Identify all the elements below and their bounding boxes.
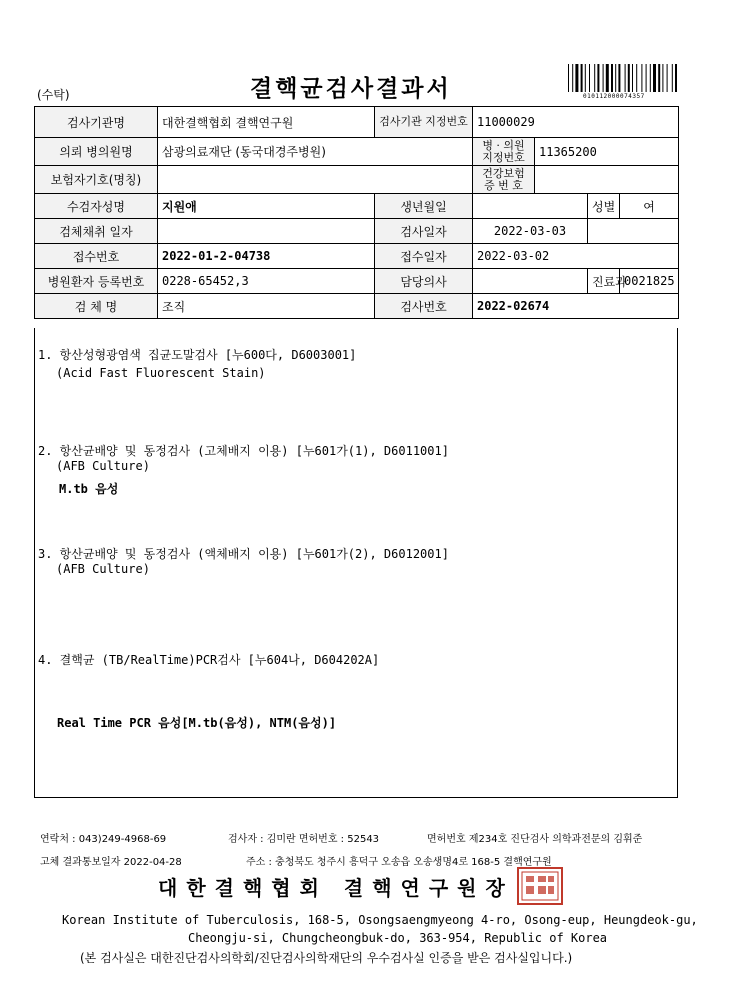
institute-director-name: 대한결핵협회 결핵연구원장 (158, 876, 514, 900)
barcode-bar (581, 64, 583, 92)
test-date-value: 2022-03-03 (473, 219, 588, 244)
clinic-id-label: 병 · 의원 지정번호 (473, 138, 535, 166)
requester-label: 의뢰 병의원명 (35, 138, 158, 166)
lab-label: 검사기관명 (35, 107, 158, 138)
official-seal-icon (516, 866, 564, 906)
barcode-bar (675, 64, 677, 92)
barcode-bar (641, 64, 642, 92)
table-row (35, 138, 679, 166)
table-row (35, 166, 679, 194)
institute-address: 주소 : 충청북도 청주시 흥덕구 오송읍 오송생명4로 168-5 결핵연구원 (246, 857, 552, 868)
hospital-reg-label: 병원환자 등록번호 (35, 269, 158, 294)
barcode-bar (611, 64, 613, 92)
english-address-line2: Cheongju-si, Chungcheongbuk-do, 363-954, Republic of Korea (188, 931, 608, 945)
barcode-bar (636, 64, 637, 92)
barcode-bar (667, 64, 668, 92)
barcode-bar (589, 64, 590, 92)
lab-id-value: 11000029 (473, 107, 679, 138)
barcode-bar (597, 64, 599, 92)
specimen-label: 검 체 명 (35, 294, 158, 319)
result-item-subtitle: (AFB Culture) (56, 459, 150, 473)
inspector-info: 검사자 : 김미란 면허번호 : 52543 (228, 834, 380, 845)
barcode-bar (672, 64, 673, 92)
table-row (35, 269, 679, 294)
sex-value: 여 (620, 194, 679, 219)
barcode-bar (606, 64, 609, 92)
table-row (35, 244, 679, 269)
barcode-bar (572, 64, 573, 92)
specialist-license: 면허번호 제234호 진단검사 의학과전문의 김휘준 (427, 834, 643, 845)
result-item-result: M.tb 음성 (59, 482, 119, 496)
contact-phone: 연락처 : 043)249-4968-69 (40, 834, 167, 845)
test-no-label: 검사번호 (375, 294, 473, 319)
document-title: 결핵균검사결과서 (250, 76, 452, 102)
barcode-bar (585, 64, 586, 92)
receipt-no-value: 2022-01-2-04738 (158, 244, 375, 269)
hospital-reg-value: 0228-65452,3 (158, 269, 375, 294)
table-row (35, 219, 679, 244)
doctor-label: 담당의사 (375, 269, 473, 294)
report-date: 고체 결과통보일자 2022-04-28 (40, 857, 182, 868)
barcode-bar (653, 64, 656, 92)
test-date-blank (588, 219, 679, 244)
birth-value (473, 194, 588, 219)
lab-id-label: 검사기관 지정번호 (375, 107, 473, 138)
certification-note: (본 검사실은 대한진단검사의학회/진단검사의학재단의 우수검사실 인증을 받은 검사실입니다.) (80, 951, 573, 965)
table-row (35, 294, 679, 319)
barcode-bar (646, 64, 647, 92)
table-row (35, 194, 679, 219)
result-item-title: 4. 결핵균 (TB/RealTime)PCR검사 [누604나, D604202A] (38, 653, 380, 667)
info-table (34, 106, 679, 319)
barcode-bar (650, 64, 651, 92)
barcode-bar (594, 64, 595, 92)
result-item-title: 2. 항산균배양 및 동정검사 (고체배지 이용) [누601가(1), D6011001] (38, 444, 449, 458)
insurance-value (158, 166, 473, 194)
result-item-result: Real Time PCR 음성[M.tb(음성), NTM(음성)] (57, 716, 337, 730)
result-item-subtitle: (AFB Culture) (56, 562, 150, 576)
barcode-bar (603, 64, 604, 92)
patient-value: 지원애 (158, 194, 375, 219)
barcode-bar (615, 64, 616, 92)
barcode-bar (658, 64, 660, 92)
table-row (35, 107, 679, 138)
lab-value: 대한결핵협회 결핵연구원 (158, 107, 375, 138)
barcode-bar (568, 64, 569, 92)
specimen-value: 조직 (158, 294, 375, 319)
result-item-subtitle: (Acid Fast Fluorescent Stain) (56, 366, 266, 380)
result-item-title: 1. 항산성형광염색 집균도말검사 [누600다, D6003001] (38, 348, 357, 362)
insurance-label: 보험자기호(명칭) (35, 166, 158, 194)
dept-label: 진료과 (588, 269, 620, 294)
receipt-date-label: 접수일자 (375, 244, 473, 269)
receipt-date-value: 2022-03-02 (473, 244, 679, 269)
barcode-bar (628, 64, 630, 92)
sex-label: 성별 (588, 194, 620, 219)
clinic-id-value: 11365200 (535, 138, 679, 166)
barcode-bar (662, 64, 663, 92)
results-box (34, 328, 678, 798)
patient-label: 수검자성명 (35, 194, 158, 219)
test-date-label: 검사일자 (375, 219, 473, 244)
collect-date-value (158, 219, 375, 244)
seal-glyphs (526, 876, 554, 894)
barcode-bar (632, 64, 633, 92)
barcode-bar (625, 64, 626, 92)
health-ins-label: 건강보험 증 번 호 (473, 166, 535, 194)
barcode-number: 010112000074357 (583, 93, 645, 100)
test-no-value: 2022-02674 (473, 294, 679, 319)
collect-date-label: 검체채취 일자 (35, 219, 158, 244)
barcode-bar (575, 64, 578, 92)
stamp-note: (수탁) (37, 88, 70, 102)
barcode-bar (618, 64, 620, 92)
barcode (568, 64, 678, 92)
requester-value: 삼광의료재단 (동국대경주병원) (158, 138, 473, 166)
health-ins-value (535, 166, 679, 194)
birth-label: 생년월일 (375, 194, 473, 219)
english-address-line1: Korean Institute of Tuberculosis, 168-5, Osongsaengmyeong 4-ro, Osong-eup, Heungdeok-gu, (62, 913, 698, 927)
result-item-title: 3. 항산균배양 및 동정검사 (액체배지 이용) [누601가(2), D6012001] (38, 547, 449, 561)
doctor-value (473, 269, 588, 294)
receipt-no-label: 접수번호 (35, 244, 158, 269)
dept-value: 0021825 (620, 269, 679, 294)
